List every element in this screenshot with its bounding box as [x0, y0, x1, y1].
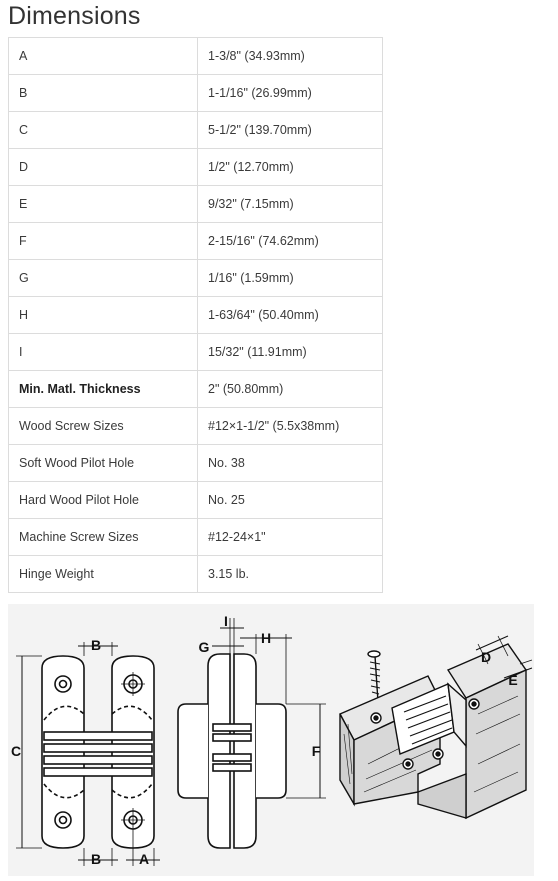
row-value: 1-63/64" (50.40mm) [198, 297, 383, 334]
row-label: Hard Wood Pilot Hole [9, 482, 198, 519]
table-row [9, 75, 383, 112]
row-label: Wood Screw Sizes [9, 408, 198, 445]
row-value: 1-1/16" (26.99mm) [198, 75, 383, 112]
row-value: 3.15 lb. [198, 556, 383, 593]
row-value: 15/32" (11.91mm) [198, 334, 383, 371]
hinge-front-view [16, 642, 160, 866]
label-c: C [10, 743, 22, 759]
table-row [9, 260, 383, 297]
table-row [9, 38, 383, 75]
row-value: #12×1-1/2" (5.5x38mm) [198, 408, 383, 445]
hinge-installed-view [340, 636, 532, 818]
row-value: 1-3/8" (34.93mm) [198, 38, 383, 75]
table-row [9, 149, 383, 186]
row-value: 5-1/2" (139.70mm) [198, 112, 383, 149]
table-row [9, 482, 383, 519]
table-row [9, 556, 383, 593]
row-value: #12-24×1" [198, 519, 383, 556]
row-value: No. 25 [198, 482, 383, 519]
label-e: E [508, 672, 518, 688]
row-value: 1/2" (12.70mm) [198, 149, 383, 186]
label-i: I [224, 613, 228, 629]
dimensions-table [8, 37, 383, 593]
row-value: 2" (50.80mm) [198, 371, 383, 408]
row-label: Min. Matl. Thickness [9, 371, 198, 408]
page-title: Dimensions [8, 2, 141, 30]
label-b-bottom: B [90, 851, 102, 867]
label-h: H [260, 630, 272, 646]
label-d: D [480, 649, 492, 665]
row-label: D [9, 149, 198, 186]
row-label: G [9, 260, 198, 297]
row-value: 1/16" (1.59mm) [198, 260, 383, 297]
row-value: No. 38 [198, 445, 383, 482]
row-label: E [9, 186, 198, 223]
hinge-diagram-svg [8, 604, 534, 876]
table-row [9, 519, 383, 556]
table-row [9, 112, 383, 149]
row-label: C [9, 112, 198, 149]
row-value: 9/32" (7.15mm) [198, 186, 383, 223]
row-label: Hinge Weight [9, 556, 198, 593]
row-label: I [9, 334, 198, 371]
hinge-diagram [8, 604, 534, 876]
table-row [9, 334, 383, 371]
table-row [9, 445, 383, 482]
row-label: F [9, 223, 198, 260]
label-b-top: B [90, 637, 102, 653]
table-row [9, 371, 383, 408]
row-label: A [9, 38, 198, 75]
table-row [9, 408, 383, 445]
row-value: 2-15/16" (74.62mm) [198, 223, 383, 260]
row-label: Machine Screw Sizes [9, 519, 198, 556]
row-label: Soft Wood Pilot Hole [9, 445, 198, 482]
label-g: G [198, 639, 210, 655]
table-row [9, 186, 383, 223]
row-label: H [9, 297, 198, 334]
row-label: B [9, 75, 198, 112]
label-f: F [311, 743, 321, 759]
label-a: A [138, 851, 150, 867]
table-row [9, 223, 383, 260]
table-row [9, 297, 383, 334]
